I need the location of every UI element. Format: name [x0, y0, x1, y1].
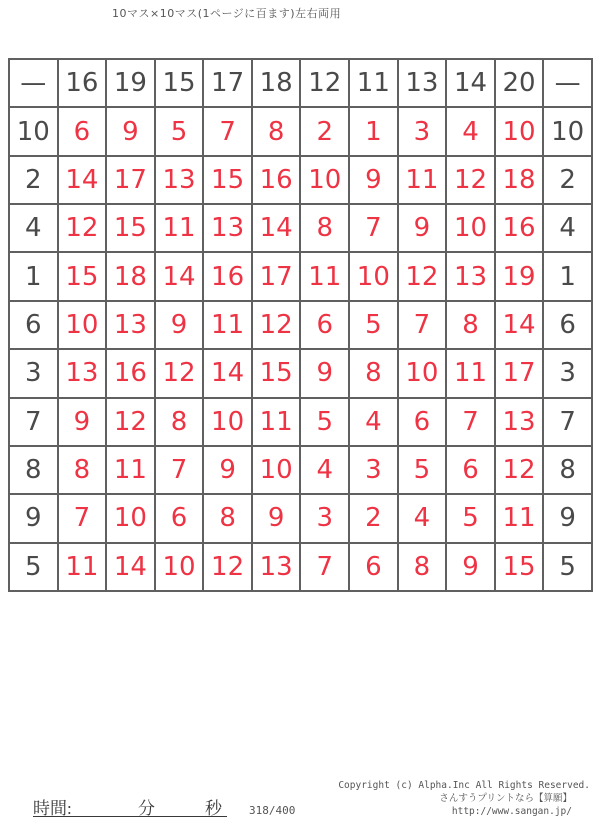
answer-cell: 14: [106, 543, 155, 591]
answer-cell: 17: [495, 349, 544, 397]
answer-cell: 6: [155, 494, 204, 542]
grid-row: [9, 543, 592, 591]
answer-cell: 15: [203, 156, 252, 204]
answer-cell: 9: [58, 398, 107, 446]
answer-cell: 8: [203, 494, 252, 542]
answer-cell: 4: [300, 446, 349, 494]
time-entry-line: [33, 793, 227, 817]
row-label-cell: 8: [543, 446, 592, 494]
answer-cell: 10: [349, 252, 398, 300]
answer-cell: 9: [106, 107, 155, 155]
top-header-cell: 15: [155, 59, 204, 107]
page-score: 318/400: [249, 804, 296, 817]
answer-cell: 10: [446, 204, 495, 252]
row-label-cell: 8: [9, 446, 58, 494]
answer-cell: 7: [398, 301, 447, 349]
answer-cell: 7: [203, 107, 252, 155]
answer-cell: 14: [252, 204, 301, 252]
minutes-label: 分: [138, 799, 155, 818]
top-header-cell: 17: [203, 59, 252, 107]
answer-cell: 17: [252, 252, 301, 300]
answer-cell: 13: [155, 156, 204, 204]
answer-cell: 14: [495, 301, 544, 349]
answer-cell: 13: [58, 349, 107, 397]
answer-cell: 17: [106, 156, 155, 204]
row-label-cell: 1: [543, 252, 592, 300]
answer-cell: 8: [446, 301, 495, 349]
worksheet-title: 10マス×10マス(1ページに百ます)左右両用: [112, 7, 342, 20]
answer-cell: 4: [446, 107, 495, 155]
grid-row: [9, 398, 592, 446]
answer-cell: 12: [203, 543, 252, 591]
answer-cell: 9: [398, 204, 447, 252]
answer-cell: 9: [349, 156, 398, 204]
answer-cell: 13: [495, 398, 544, 446]
grid-row: [9, 204, 592, 252]
answer-cell: 12: [58, 204, 107, 252]
answer-cell: 16: [106, 349, 155, 397]
answer-cell: 7: [155, 446, 204, 494]
answer-cell: 14: [58, 156, 107, 204]
row-label-cell: 7: [543, 398, 592, 446]
row-label-cell: 5: [9, 543, 58, 591]
copyright-line-3: http://www.sangan.jp/: [451, 806, 572, 817]
copyright-block: [338, 779, 590, 818]
answer-cell: 2: [349, 494, 398, 542]
top-header-cell: 11: [349, 59, 398, 107]
answer-cell: 18: [106, 252, 155, 300]
row-label-cell: 4: [9, 204, 58, 252]
row-label-cell: 6: [543, 301, 592, 349]
answer-cell: 9: [252, 494, 301, 542]
answer-cell: 12: [495, 446, 544, 494]
answer-cell: 3: [398, 107, 447, 155]
answer-cell: 5: [398, 446, 447, 494]
answer-cell: 2: [300, 107, 349, 155]
grid-row: [9, 107, 592, 155]
answer-cell: 16: [252, 156, 301, 204]
answer-cell: 12: [252, 301, 301, 349]
answer-cell: 1: [349, 107, 398, 155]
header-row: [9, 59, 592, 107]
answer-cell: 11: [203, 301, 252, 349]
answer-cell: 10: [106, 494, 155, 542]
answer-cell: 12: [106, 398, 155, 446]
answer-cell: 10: [155, 543, 204, 591]
worksheet-table: [8, 58, 593, 592]
answer-cell: 7: [349, 204, 398, 252]
answer-cell: 14: [203, 349, 252, 397]
row-label-cell: 10: [543, 107, 592, 155]
grid-row: [9, 301, 592, 349]
grid-row: [9, 349, 592, 397]
row-label-cell: 3: [543, 349, 592, 397]
row-label-cell: 3: [9, 349, 58, 397]
answer-cell: 11: [155, 204, 204, 252]
answer-cell: 8: [155, 398, 204, 446]
answer-cell: 10: [398, 349, 447, 397]
answer-cell: 11: [398, 156, 447, 204]
answer-cell: 16: [203, 252, 252, 300]
row-label-cell: 2: [543, 156, 592, 204]
answer-cell: 9: [300, 349, 349, 397]
operator-cell: —: [9, 59, 58, 107]
answer-cell: 8: [58, 446, 107, 494]
answer-cell: 8: [300, 204, 349, 252]
answer-cell: 6: [446, 446, 495, 494]
answer-cell: 19: [495, 252, 544, 300]
answer-cell: 9: [446, 543, 495, 591]
answer-cell: 13: [203, 204, 252, 252]
seconds-label: 秒: [205, 799, 222, 818]
answer-cell: 5: [155, 107, 204, 155]
answer-cell: 13: [252, 543, 301, 591]
row-label-cell: 5: [543, 543, 592, 591]
answer-cell: 11: [106, 446, 155, 494]
answer-cell: 13: [106, 301, 155, 349]
answer-cell: 7: [58, 494, 107, 542]
time-label: 時間:: [33, 799, 72, 818]
answer-cell: 6: [349, 543, 398, 591]
answer-cell: 3: [349, 446, 398, 494]
grid-row: [9, 494, 592, 542]
answer-cell: 6: [300, 301, 349, 349]
answer-cell: 11: [495, 494, 544, 542]
top-header-cell: 16: [58, 59, 107, 107]
answer-cell: 9: [155, 301, 204, 349]
answer-cell: 7: [300, 543, 349, 591]
answer-cell: 12: [398, 252, 447, 300]
answer-cell: 11: [446, 349, 495, 397]
answer-cell: 11: [252, 398, 301, 446]
worksheet-table-body: [9, 59, 592, 591]
top-header-cell: 13: [398, 59, 447, 107]
answer-cell: 15: [106, 204, 155, 252]
answer-cell: 4: [349, 398, 398, 446]
grid-row: [9, 252, 592, 300]
grid-row: [9, 156, 592, 204]
answer-cell: 10: [300, 156, 349, 204]
top-header-cell: 18: [252, 59, 301, 107]
top-header-cell: 20: [495, 59, 544, 107]
answer-cell: 15: [495, 543, 544, 591]
row-label-cell: 10: [9, 107, 58, 155]
top-header-cell: 19: [106, 59, 155, 107]
answer-cell: 7: [446, 398, 495, 446]
answer-cell: 10: [252, 446, 301, 494]
answer-cell: 10: [495, 107, 544, 155]
grid-row: [9, 446, 592, 494]
answer-cell: 3: [300, 494, 349, 542]
row-label-cell: 9: [9, 494, 58, 542]
answer-cell: 5: [446, 494, 495, 542]
top-header-cell: 12: [300, 59, 349, 107]
answer-cell: 15: [58, 252, 107, 300]
answer-cell: 4: [398, 494, 447, 542]
answer-cell: 11: [300, 252, 349, 300]
answer-cell: 18: [495, 156, 544, 204]
answer-cell: 10: [58, 301, 107, 349]
answer-cell: 6: [398, 398, 447, 446]
answer-cell: 12: [155, 349, 204, 397]
answer-cell: 8: [349, 349, 398, 397]
copyright-line-2: さんすうプリントなら【算願】: [439, 793, 572, 804]
answer-cell: 6: [58, 107, 107, 155]
answer-cell: 13: [446, 252, 495, 300]
answer-cell: 15: [252, 349, 301, 397]
answer-cell: 5: [300, 398, 349, 446]
row-label-cell: 4: [543, 204, 592, 252]
copyright-line-1: Copyright (c) Alpha.Inc All Rights Reserved.: [338, 780, 590, 791]
answer-cell: 12: [446, 156, 495, 204]
operator-cell: —: [543, 59, 592, 107]
row-label-cell: 7: [9, 398, 58, 446]
row-label-cell: 2: [9, 156, 58, 204]
answer-cell: 8: [398, 543, 447, 591]
answer-cell: 16: [495, 204, 544, 252]
row-label-cell: 1: [9, 252, 58, 300]
answer-cell: 10: [203, 398, 252, 446]
answer-cell: 9: [203, 446, 252, 494]
answer-cell: 5: [349, 301, 398, 349]
answer-cell: 8: [252, 107, 301, 155]
row-label-cell: 9: [543, 494, 592, 542]
row-label-cell: 6: [9, 301, 58, 349]
answer-cell: 11: [58, 543, 107, 591]
answer-cell: 14: [155, 252, 204, 300]
top-header-cell: 14: [446, 59, 495, 107]
